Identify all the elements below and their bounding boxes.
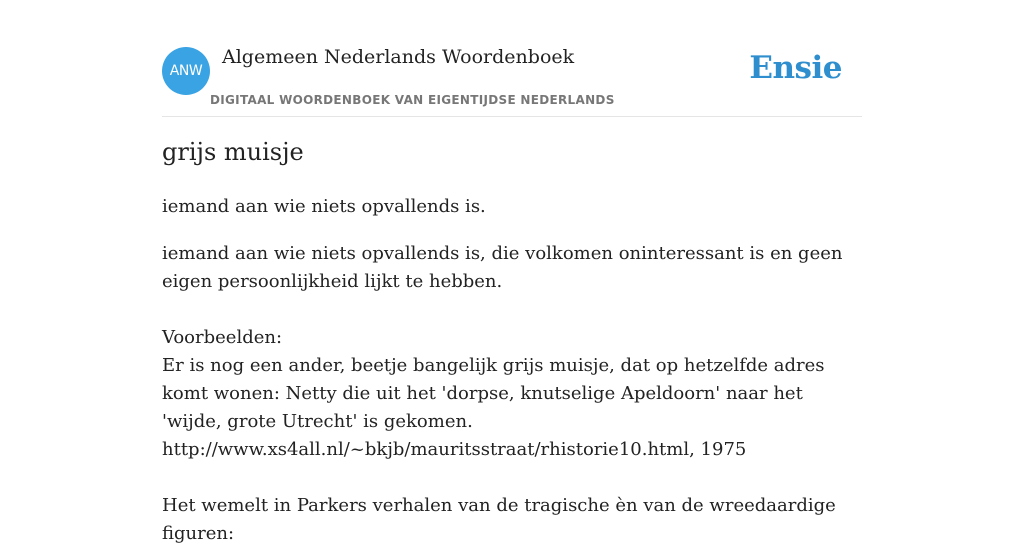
spacer (162, 296, 862, 324)
spacer (162, 464, 862, 492)
example-source: http://www.xs4all.nl/~bkjb/mauritsstraat/rhistorie10.html, 1975 (162, 439, 747, 460)
short-definition: iemand aan wie niets opvallends is. (162, 196, 486, 217)
example-text: Het wemelt in Parkers verhalen van de tragische èn van de wreedaardige figuren: (162, 495, 836, 544)
site-title[interactable]: Algemeen Nederlands Woordenboek (222, 46, 575, 68)
entry-term: grijs muisje (162, 138, 304, 166)
ensie-brand-link[interactable]: Ensie (749, 50, 842, 86)
examples-label: Voorbeelden: (162, 327, 283, 348)
long-definition: iemand aan wie niets opvallends is, die volkomen oninteressant is en geen eigen persoonlijkheid lijkt te hebben. (162, 243, 843, 292)
anw-logo[interactable]: ANW (162, 47, 210, 95)
site-subtitle: DIGITAAL WOORDENBOEK VAN EIGENTIJDSE NEDERLANDS (210, 93, 615, 107)
example-text: Er is nog een ander, beetje bangelijk grijs muisje, dat op hetzelfde adres komt wonen: Netty die uit het 'dorpse, knutselige Apeldoorn' naar het 'wijde, grote Utrecht' is gekomen. (162, 355, 825, 432)
page-container (162, 0, 862, 544)
site-header (162, 0, 862, 117)
entry-body (162, 240, 862, 548)
